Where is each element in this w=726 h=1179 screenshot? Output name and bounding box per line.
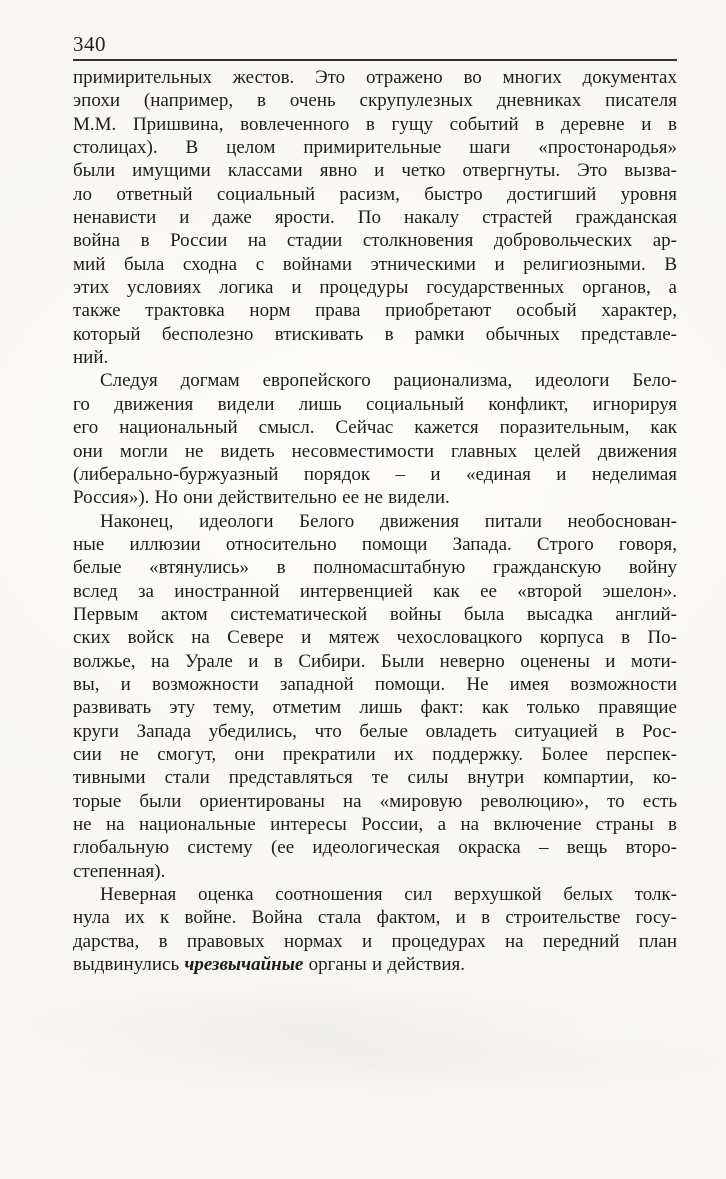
paragraph xyxy=(73,510,677,884)
text-segment: органы и действия. xyxy=(303,954,466,976)
text-line: этих условиях логика и процедуры государственных органов, а xyxy=(73,277,677,299)
text-segment: выдвинулись xyxy=(73,954,185,976)
text-line: развивать эту тему, отметим лишь факт: как только правящие xyxy=(73,697,677,719)
text-line: степенная). xyxy=(73,860,166,882)
text-line: примирительных жестов. Это отражено во многих документах xyxy=(73,67,677,88)
text-line: Неверная оценка соотношения сил верхушкой белых толк- xyxy=(100,884,677,906)
paragraph xyxy=(73,883,677,976)
page-header xyxy=(73,33,677,69)
text-line: ний. xyxy=(73,347,109,369)
text-line: (либерально-буржуазный порядок – и «единая и неделимая xyxy=(73,463,677,485)
text-line: также трактовка норм права приобретают особый характер, xyxy=(73,300,677,322)
text-block xyxy=(73,66,677,976)
text-line: нула их к войне. Война стала фактом, и в строительстве госу- xyxy=(73,907,677,929)
text-line: Россия»). Но они действительно ее не видели. xyxy=(73,487,450,509)
text-line: М.М. Пришвина, вовлеченного в гущу событий в деревне и в xyxy=(73,113,677,135)
text-line: который бесполезно втискивать в рамки обычных представле- xyxy=(73,323,677,345)
text-line: тивными стали представляться те силы внутри компартии, ко- xyxy=(73,767,677,789)
paragraph xyxy=(73,369,677,509)
emphasized-text: чрезвычайные xyxy=(184,954,304,976)
text-line: ненависти и даже ярости. По накалу страстей гражданская xyxy=(73,207,677,229)
text-line: ских войск на Севере и мятеж чехословацкого корпуса в По- xyxy=(73,627,677,649)
text-line: столицах). В целом примирительные шаги «простонародья» xyxy=(73,137,677,159)
text-line: они могли не видеть несовместимости главных целей движения xyxy=(73,440,677,462)
text-line: Следуя догмам европейского рационализма, идеологи Бело- xyxy=(100,370,677,392)
text-line: были имущими классами явно и четко отвергнуты. Это вызва- xyxy=(73,160,677,182)
text-line: эпохи (например, в очень скрупулезных дневниках писателя xyxy=(73,90,677,112)
text-line: война в России на стадии столкновения добровольческих ар- xyxy=(73,230,677,252)
paragraph xyxy=(73,66,677,369)
text-line: вы, и возможности западной помощи. Не имея возможности xyxy=(73,673,677,695)
text-line xyxy=(73,953,677,976)
text-line: глобальную систему (ее идеологическая окраска – вещь второ- xyxy=(73,837,677,859)
text-line: вслед за иностранной интервенцией как ее «второй эшелон». xyxy=(73,580,677,602)
header-rule xyxy=(73,59,677,61)
text-line: ло ответный социальный расизм, быстро достигший уровня xyxy=(73,183,677,205)
text-line: сии не смогут, они прекратили их поддержку. Более перспек- xyxy=(73,743,677,765)
page-number: 340 xyxy=(73,32,106,56)
text-line: мий была сходна с войнами этническими и религиозными. В xyxy=(73,253,677,275)
text-line: дарства, в правовых нормах и процедурах на передний план xyxy=(73,930,677,952)
text-line: го движения видели лишь социальный конфликт, игнорируя xyxy=(73,393,677,415)
text-line: Первым актом систематической войны была высадка англий- xyxy=(73,603,677,625)
text-line: белые «втянулись» в полномасштабную гражданскую войну xyxy=(73,557,677,579)
text-line: волжье, на Урале и в Сибири. Были неверно оценены и моти- xyxy=(73,650,677,672)
text-line: не на национальные интересы России, а на включение страны в xyxy=(73,814,677,835)
text-line: ные иллюзии относительно помощи Запада. Строго говоря, xyxy=(73,533,677,555)
text-line: Наконец, идеологи Белого движения питали необоснован- xyxy=(100,510,677,532)
text-line: его национальный смысл. Сейчас кажется поразительным, как xyxy=(73,417,677,439)
text-line: торые были ориентированы на «мировую революцию», то есть xyxy=(73,790,677,812)
text-line: круги Запада убедились, что белые овладеть ситуацией в Рос- xyxy=(73,720,677,742)
